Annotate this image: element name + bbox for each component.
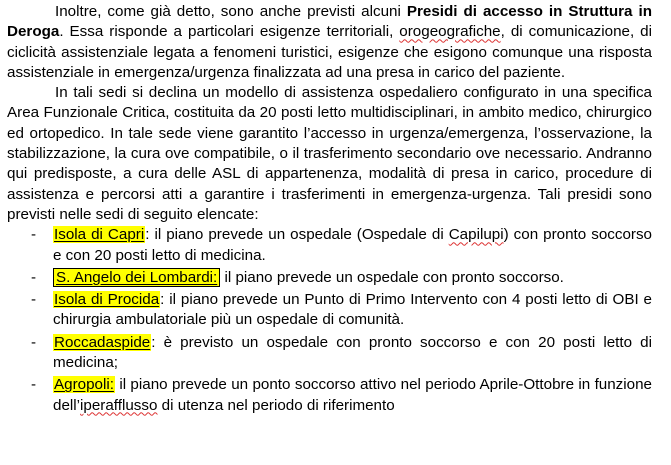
place-name: Isola di Procida [54,291,160,309]
paragraph-intro-text-a: Inoltre, come già detto, sono anche previsti alcuni [55,3,407,20]
list-item-text-a: : il piano prevede un ospedale (Ospedale di [145,226,449,244]
paragraph-intro-text-c: , di comunicazione, di ciclicità assistenziale legata a fenomeni turistici, esigenze che esigono comunque una risposta assistenziale in emergenza/urgenza finalizzata ad una presa in carico del paziente. [7,23,653,81]
list-item-text-b: ) con pronto soccorso e con 20 posti letto di medicina. [53,226,653,264]
list-dash: - [31,376,37,394]
list-item-text-a: : è previsto un ospedale con pronto soccorso e con 20 posti letto di medicina; [53,333,652,372]
presidi-heading-bold: Presidi di accesso in Struttura in Deroga [7,3,652,41]
paragraph-intro [7,2,652,83]
place-name: S. Angelo dei Lombardi: [53,268,220,287]
paragraph-model [7,83,652,225]
list-item [7,333,652,374]
list-item [7,225,652,266]
list-item-text-b: di utenza nel periodo di riferimento [157,396,395,414]
sites-list [7,225,652,416]
list-item-text-a: : il piano prevede un Punto di Primo Intervento con 4 posti letto di OBI e chirurgia ambulatoriale più un ospedale di comunità. [53,291,653,329]
spellcheck-word: iperafflusso [80,396,158,414]
document-page [7,0,652,418]
list-item [7,290,652,331]
paragraph-model-text: In tali sedi si declina un modello di assistenza ospedaliero configurato in una specifica Area Funzionale Critica, costituita da 20 posti letto multidisciplinari, in ambito medico, chirurgico ed ortopedico. In tale sede viene garantito l’accesso in urgenza/emergenza, l’osservazione, la stabilizzazione, la cura ove compatibile, o il trasferimento secondario ove necessario. Andranno qui predisposte, a cura delle ASL di appartenenza, modalità di presa in carico, procedure di assistenza e percorsi atti a garantire i trasferimenti in emergenza-urgenza. Tali presidi sono previsti nelle sedi di seguito elencate: [7,84,652,223]
spellcheck-word: orogeografiche [399,23,501,41]
list-item [7,375,652,416]
paragraph-intro-text-b: . Essa risponde a particolari esigenze territoriali, [59,23,400,41]
place-name: Isola di Capri [54,226,145,244]
list-dash: - [31,333,37,351]
place-name: Agropoli: [54,376,114,394]
list-dash: - [31,268,37,286]
list-dash: - [31,291,37,309]
place-name: Roccadaspide [54,333,151,351]
list-item [7,268,652,288]
list-item-text-a: il piano prevede un ospedale con pronto soccorso. [220,268,564,286]
list-item-text-a: il piano prevede un ponto soccorso attivo nel periodo Aprile-Ottobre in funzione dell’ [53,376,652,414]
list-dash: - [31,226,37,244]
spellcheck-word: Capilupi [448,226,504,244]
